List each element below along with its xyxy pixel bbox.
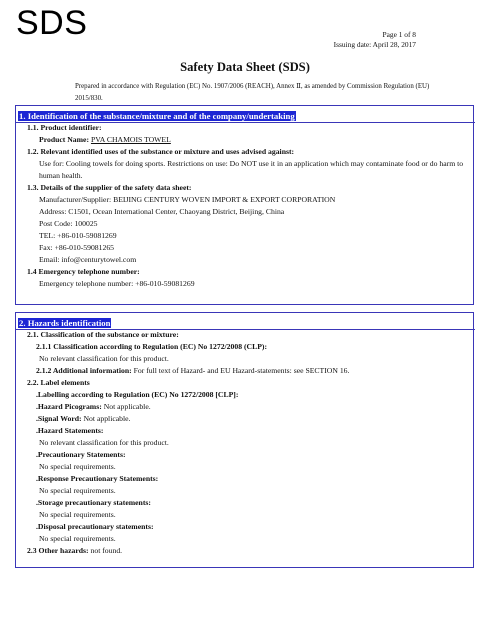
hazard-statements-label: .Hazard Statements: bbox=[36, 426, 104, 435]
section-1-heading-text: 1. Identification of the substance/mixture and of the company/undertaking bbox=[19, 111, 295, 121]
section-1-heading bbox=[18, 110, 473, 122]
precautionary-label: .Precautionary Statements: bbox=[36, 450, 126, 459]
issuing-date: Issuing date: April 28, 2017 bbox=[333, 40, 416, 49]
regulation-note: Prepared in accordance with Regulation (EC) No. 1907/2006 (REACH), Annex Ⅱ, as amended by Commission Regulation (EU) 2015/830. bbox=[75, 83, 430, 102]
pictograms-line: .Hazard Picograms: Not applicable. bbox=[36, 402, 151, 411]
precautionary-text: No special requirements. bbox=[39, 462, 116, 471]
emergency-label: 1.4 Emergency telephone number: bbox=[27, 267, 140, 276]
clp-classification-text: No relevant classification for this product. bbox=[39, 354, 169, 363]
label-elements-label: 2.2. Label elements bbox=[27, 378, 90, 387]
section-2-heading bbox=[18, 317, 473, 329]
document-title: Safety Data Sheet (SDS) bbox=[180, 60, 310, 74]
product-identifier-label: 1.1. Product identifier: bbox=[27, 123, 102, 132]
telephone: TEL: +86-010-59081269 bbox=[39, 231, 117, 240]
fax: Fax: +86-010-59081265 bbox=[39, 243, 115, 252]
labelling-label: .Labelling according to Regulation (EC) No 1272/2008 [CLP]: bbox=[36, 390, 239, 399]
sds-logo: SDS bbox=[16, 4, 88, 42]
identified-uses-label: 1.2. Relevant identified uses of the substance or mixture and uses advised against: bbox=[27, 147, 295, 156]
page-number: Page 1 of 8 bbox=[382, 30, 416, 39]
use-text: Use for: Cooling towels for doing sports. Restrictions on use: Do NOT use it in an application which may contaminate food or do harm to human health. bbox=[39, 159, 464, 180]
hazard-statements-text: No relevant classification for this product. bbox=[39, 438, 169, 447]
storage-text: No special requirements. bbox=[39, 510, 116, 519]
disposal-label: .Disposal precautionary statements: bbox=[36, 522, 154, 531]
page-info bbox=[334, 30, 416, 50]
manufacturer-supplier: Manufacturer/Supplier: BEIJING CENTURY WOVEN IMPORT & EXPORT CORPORATION bbox=[39, 195, 336, 204]
email: Email: info@centurytowel.com bbox=[39, 255, 137, 264]
section-2-box bbox=[15, 312, 474, 568]
emergency-number: Emergency telephone number: +86-010-59081269 bbox=[39, 279, 195, 288]
response-text: No special requirements. bbox=[39, 486, 116, 495]
clp-classification-label: 2.1.1 Classification according to Regulation (EC) No 1272/2008 (CLP): bbox=[36, 342, 268, 351]
signal-word-line: .Signal Word: Not applicable. bbox=[36, 414, 131, 423]
product-name: PVA CHAMOIS TOWEL bbox=[90, 135, 171, 144]
product-name-line: Product Name: PVA CHAMOIS TOWEL bbox=[39, 135, 171, 144]
storage-label: .Storage precautionary statements: bbox=[36, 498, 151, 507]
section-2-heading-text: 2. Hazards identification bbox=[19, 318, 111, 328]
section-1-box bbox=[15, 105, 474, 305]
post-code: Post Code: 100025 bbox=[39, 219, 98, 228]
classification-label: 2.1. Classification of the substance or mixture: bbox=[27, 330, 179, 339]
supplier-details-label: 1.3. Details of the supplier of the safety data sheet: bbox=[27, 183, 192, 192]
supplier-address: Address: C1501, Ocean International Center, Chaoyang District, Beijing, China bbox=[39, 207, 285, 216]
other-hazards-line: 2.3 Other hazards: not found. bbox=[27, 546, 123, 555]
disposal-text: No special requirements. bbox=[39, 534, 116, 543]
response-label: .Response Precautionary Statements: bbox=[36, 474, 159, 483]
additional-info-line: 2.1.2 Additional information: For full text of Hazard- and EU Hazard-statements: see SECTION 16. bbox=[36, 366, 350, 375]
